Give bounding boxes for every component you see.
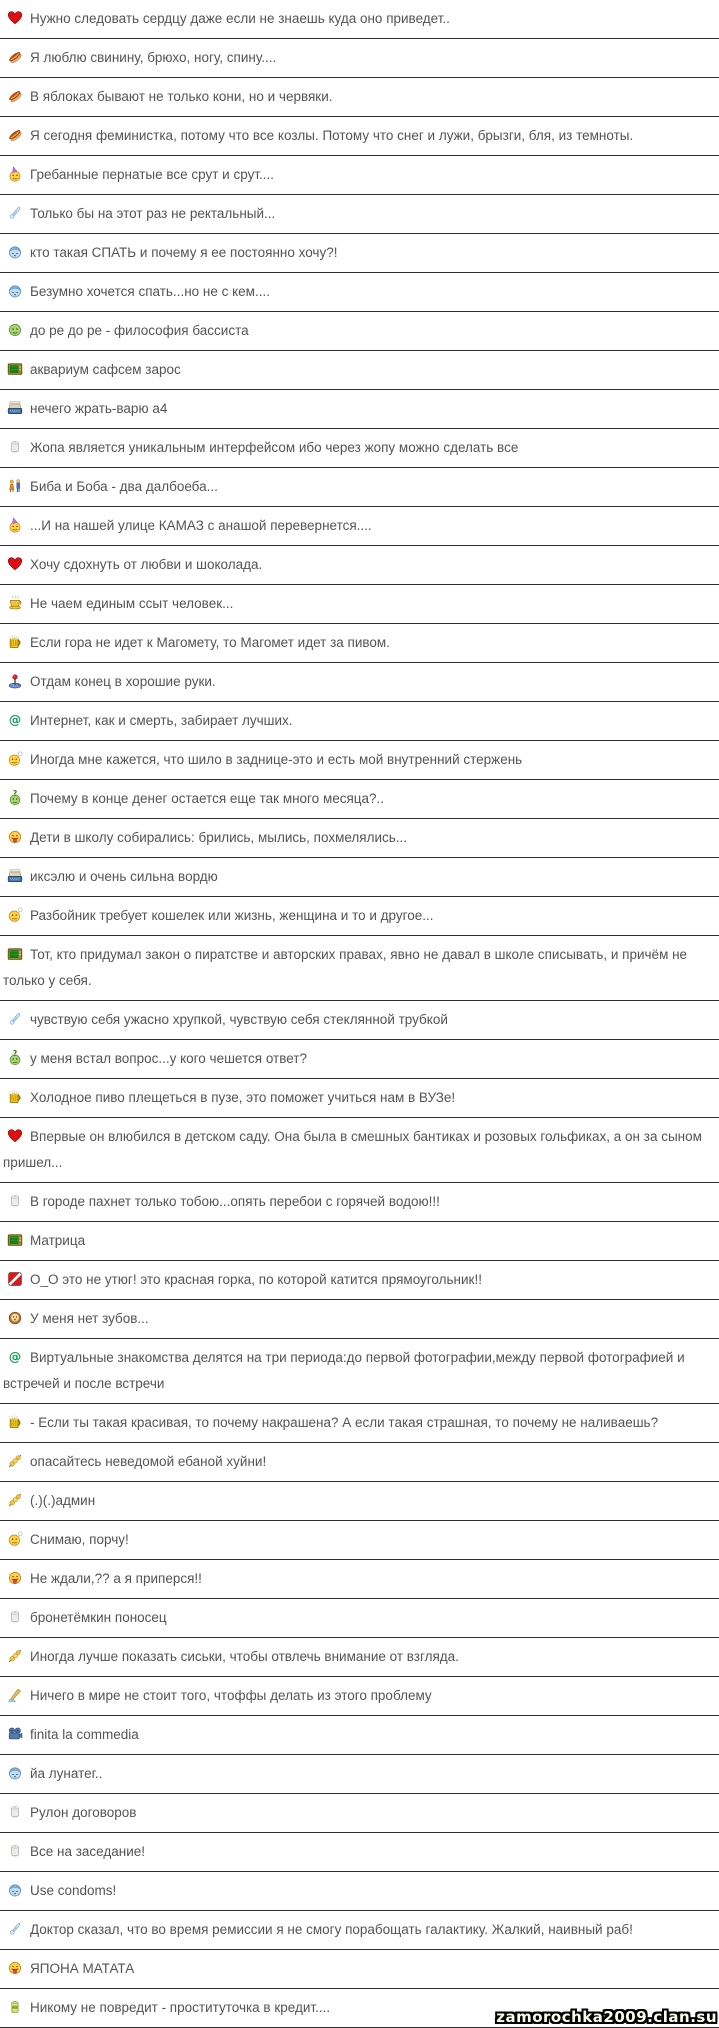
sleepy-face-icon	[7, 1882, 23, 1898]
status-text: (.)(.)админ	[30, 1493, 96, 1508]
status-row	[0, 1599, 719, 1638]
halo-face-icon	[7, 1531, 23, 1547]
status-row	[0, 585, 719, 624]
status-row	[0, 1560, 719, 1599]
status-text: Отдам конец в хорошие руки.	[30, 674, 216, 689]
status-text: Дети в школу собирались: брились, мылись, похмелялись...	[30, 830, 408, 845]
status-text: Холодное пиво плещеться в пузе, это поможет учиться нам в ВУЗе!	[30, 1090, 456, 1105]
hotdog-icon	[7, 127, 23, 143]
status-row	[0, 1443, 719, 1482]
status-text: Виртуальные знакомства делятся на три периода:до первой фотографии,между первой фотографией и встречей и после встречи	[3, 1350, 685, 1391]
status-row	[0, 858, 719, 897]
status-row	[0, 117, 719, 156]
status-text: Биба и Боба - два далбоеба...	[30, 479, 218, 494]
status-row	[0, 1872, 719, 1911]
status-text: чувствую себя ужасно хрупкой, чувствую себя стеклянной трубкой	[30, 1012, 448, 1027]
status-text: аквариум сафсем зарос	[30, 362, 181, 377]
status-row	[0, 1079, 719, 1118]
status-row	[0, 78, 719, 117]
status-text: У меня нет зубов...	[30, 1311, 149, 1326]
party-face-icon	[7, 517, 23, 533]
status-row	[0, 780, 719, 819]
status-row	[0, 1833, 719, 1872]
status-row	[0, 624, 719, 663]
teacup-icon	[7, 595, 23, 611]
cinema-icon	[7, 1726, 23, 1742]
status-row	[0, 1404, 719, 1443]
status-row	[0, 312, 719, 351]
quill-icon	[7, 1687, 23, 1703]
red-banner-icon	[7, 1271, 23, 1287]
beer-icon	[7, 1414, 23, 1430]
status-row	[0, 351, 719, 390]
typewriter-icon	[7, 868, 23, 884]
status-text: Не ждали,?? а я приперся!!	[30, 1571, 202, 1586]
status-row	[0, 1482, 719, 1521]
clown-icon	[7, 829, 23, 845]
status-row	[0, 1521, 719, 1560]
kebab-icon	[7, 1648, 23, 1664]
status-text: Почему в конце денег остается еще так много месяца?..	[30, 791, 385, 806]
paper-roll-icon	[7, 1609, 23, 1625]
status-row	[0, 1001, 719, 1040]
status-row	[0, 546, 719, 585]
status-text: ...И на нашей улице КАМАЗ с анашой перевернется....	[30, 518, 372, 533]
status-text: йа лунатег..	[30, 1766, 103, 1781]
status-text: Доктор сказал, что во время ремиссии я не смогу порабощать галактику. Жалкий, наивный раб!	[30, 1922, 633, 1937]
status-row	[0, 429, 719, 468]
status-text: Ничего в мире не стоит того, чтоффы делать из этого проблему	[30, 1688, 432, 1703]
paper-roll-icon	[7, 439, 23, 455]
kebab-icon	[7, 1453, 23, 1469]
at-icon	[7, 712, 23, 728]
hotdog-icon	[7, 49, 23, 65]
halo-face-icon	[7, 907, 23, 923]
status-text: О_О это не утюг! это красная горка, по которой катится прямоугольник!!	[30, 1272, 482, 1287]
status-row	[0, 819, 719, 858]
status-row	[0, 39, 719, 78]
hotdog-icon	[7, 88, 23, 104]
status-row	[0, 936, 719, 1001]
joystick-icon	[7, 673, 23, 689]
status-text: Иногда лучше показать сиськи, чтобы отвлечь внимание от взгляда.	[30, 1649, 459, 1664]
at-icon	[7, 1349, 23, 1365]
thermometer-icon	[7, 205, 23, 221]
sleepy-face-icon	[7, 1765, 23, 1781]
tv-icon	[7, 1232, 23, 1248]
status-row	[0, 1300, 719, 1339]
status-text: Гребанные пернатые все срут и срут....	[30, 167, 275, 182]
status-text: кто такая СПАТЬ и почему я ее постоянно хочу?!	[30, 245, 338, 260]
typewriter-icon	[7, 400, 23, 416]
kebab-icon	[7, 1492, 23, 1508]
status-text: Я люблю свинину, брюхо, ногу, спину....	[30, 50, 277, 65]
status-text: Тот, кто придумал закон о пиратстве и авторских правах, явно не давал в школе списывать, и причём не только у себя.	[3, 947, 688, 988]
status-text: В городе пахнет только тобою...опять перебои с горячей водою!!!	[30, 1194, 440, 1209]
status-text: Снимаю, порчу!	[30, 1532, 129, 1547]
status-text: Интернет, как и смерть, забирает лучших.	[30, 713, 293, 728]
tv-icon	[7, 946, 23, 962]
status-row	[0, 1677, 719, 1716]
green-face-icon	[7, 322, 23, 338]
status-text: ЯПОНА МАТАТА	[30, 1961, 135, 1976]
status-text: опасайтесь неведомой ебаной хуйни!	[30, 1454, 267, 1469]
status-text: Жопа является уникальным интерфейсом ибо через жопу можно сделать все	[30, 440, 519, 455]
status-text: Нужно следовать сердцу даже если не знаешь куда оно приведет..	[30, 11, 450, 26]
status-text: В яблоках бывают не только кони, но и червяки.	[30, 89, 333, 104]
status-text: Иногда мне кажется, что шило в заднице-это и есть мой внутренний стержень	[30, 752, 523, 767]
thermometer-icon	[7, 1011, 23, 1027]
status-text: Я сегодня феминистка, потому что все козлы. Потому что снег и лужи, брызги, бля, из темноты.	[30, 128, 634, 143]
can-icon	[7, 1999, 23, 2015]
status-text: - Если ты такая красивая, то почему накрашена? А если такая страшная, то почему не наливаешь?	[30, 1415, 659, 1430]
beer-icon	[7, 1089, 23, 1105]
status-text: нечего жрать-варю а4	[30, 401, 168, 416]
status-row	[0, 468, 719, 507]
status-row	[0, 1716, 719, 1755]
status-text: Впервые он влюбился в детском саду. Она была в смешных бантиках и розовых гольфиках, а он за сыном пришел...	[3, 1129, 702, 1170]
status-row	[0, 234, 719, 273]
status-row	[0, 1911, 719, 1950]
sleepy-face-icon	[7, 244, 23, 260]
status-row	[0, 702, 719, 741]
status-row	[0, 1261, 719, 1300]
thermometer-icon	[7, 1921, 23, 1937]
heart-icon	[7, 10, 23, 26]
status-text: Рулон договоров	[30, 1805, 137, 1820]
status-row	[0, 1118, 719, 1183]
clown-icon	[7, 1960, 23, 1976]
sleepy-face-icon	[7, 283, 23, 299]
status-row	[0, 1794, 719, 1833]
status-text: Матрица	[30, 1233, 86, 1248]
beer-icon	[7, 634, 23, 650]
couple-icon	[7, 478, 23, 494]
status-row	[0, 1950, 719, 1989]
tv-icon	[7, 361, 23, 377]
status-row	[0, 1183, 719, 1222]
paper-roll-icon	[7, 1804, 23, 1820]
status-text: Разбойник требует кошелек или жизнь, женщина и то и другое...	[30, 908, 434, 923]
heart-icon	[7, 1128, 23, 1144]
status-text: у меня встал вопрос...у кого чешется ответ?	[30, 1051, 307, 1066]
paper-roll-icon	[7, 1843, 23, 1859]
question-face-icon	[7, 1050, 23, 1066]
status-row	[0, 1638, 719, 1677]
status-text: Никому не повредит - проституточка в кредит....	[30, 2000, 331, 2015]
party-face-icon	[7, 166, 23, 182]
clown-icon	[7, 1570, 23, 1586]
status-row	[0, 156, 719, 195]
question-face-icon	[7, 790, 23, 806]
heart-icon	[7, 556, 23, 572]
beard-face-icon	[7, 1310, 23, 1326]
status-text: Безумно хочется спать...но не с кем....	[30, 284, 270, 299]
status-text: Все на заседание!	[30, 1844, 146, 1859]
status-text: иксэлю и очень сильна вордю	[30, 869, 218, 884]
status-text: бронетёмкин поносец	[30, 1610, 167, 1625]
status-row	[0, 195, 719, 234]
status-row	[0, 0, 719, 39]
status-text: Хочу сдохнуть от любви и шоколада.	[30, 557, 263, 572]
status-row	[0, 507, 719, 546]
status-row	[0, 1755, 719, 1794]
status-text: Не чаем единым ссыт человек...	[30, 596, 234, 611]
status-text: finita la commedia	[30, 1727, 139, 1742]
paper-roll-icon	[7, 1193, 23, 1209]
status-row	[0, 1040, 719, 1079]
status-text: Если гора не идет к Магомету, то Магомет идет за пивом.	[30, 635, 390, 650]
status-row	[0, 1222, 719, 1261]
status-row	[0, 1339, 719, 1404]
halo-face-icon	[7, 751, 23, 767]
status-text: Только бы на этот раз не ректальный...	[30, 206, 276, 221]
status-text: до ре до ре - философия бассиста	[30, 323, 249, 338]
site-watermark: zamorochka2009.clan.su	[496, 2008, 717, 2026]
status-row	[0, 390, 719, 429]
status-row	[0, 897, 719, 936]
status-row	[0, 663, 719, 702]
status-text: Use condoms!	[30, 1883, 117, 1898]
status-row	[0, 741, 719, 780]
status-row	[0, 273, 719, 312]
